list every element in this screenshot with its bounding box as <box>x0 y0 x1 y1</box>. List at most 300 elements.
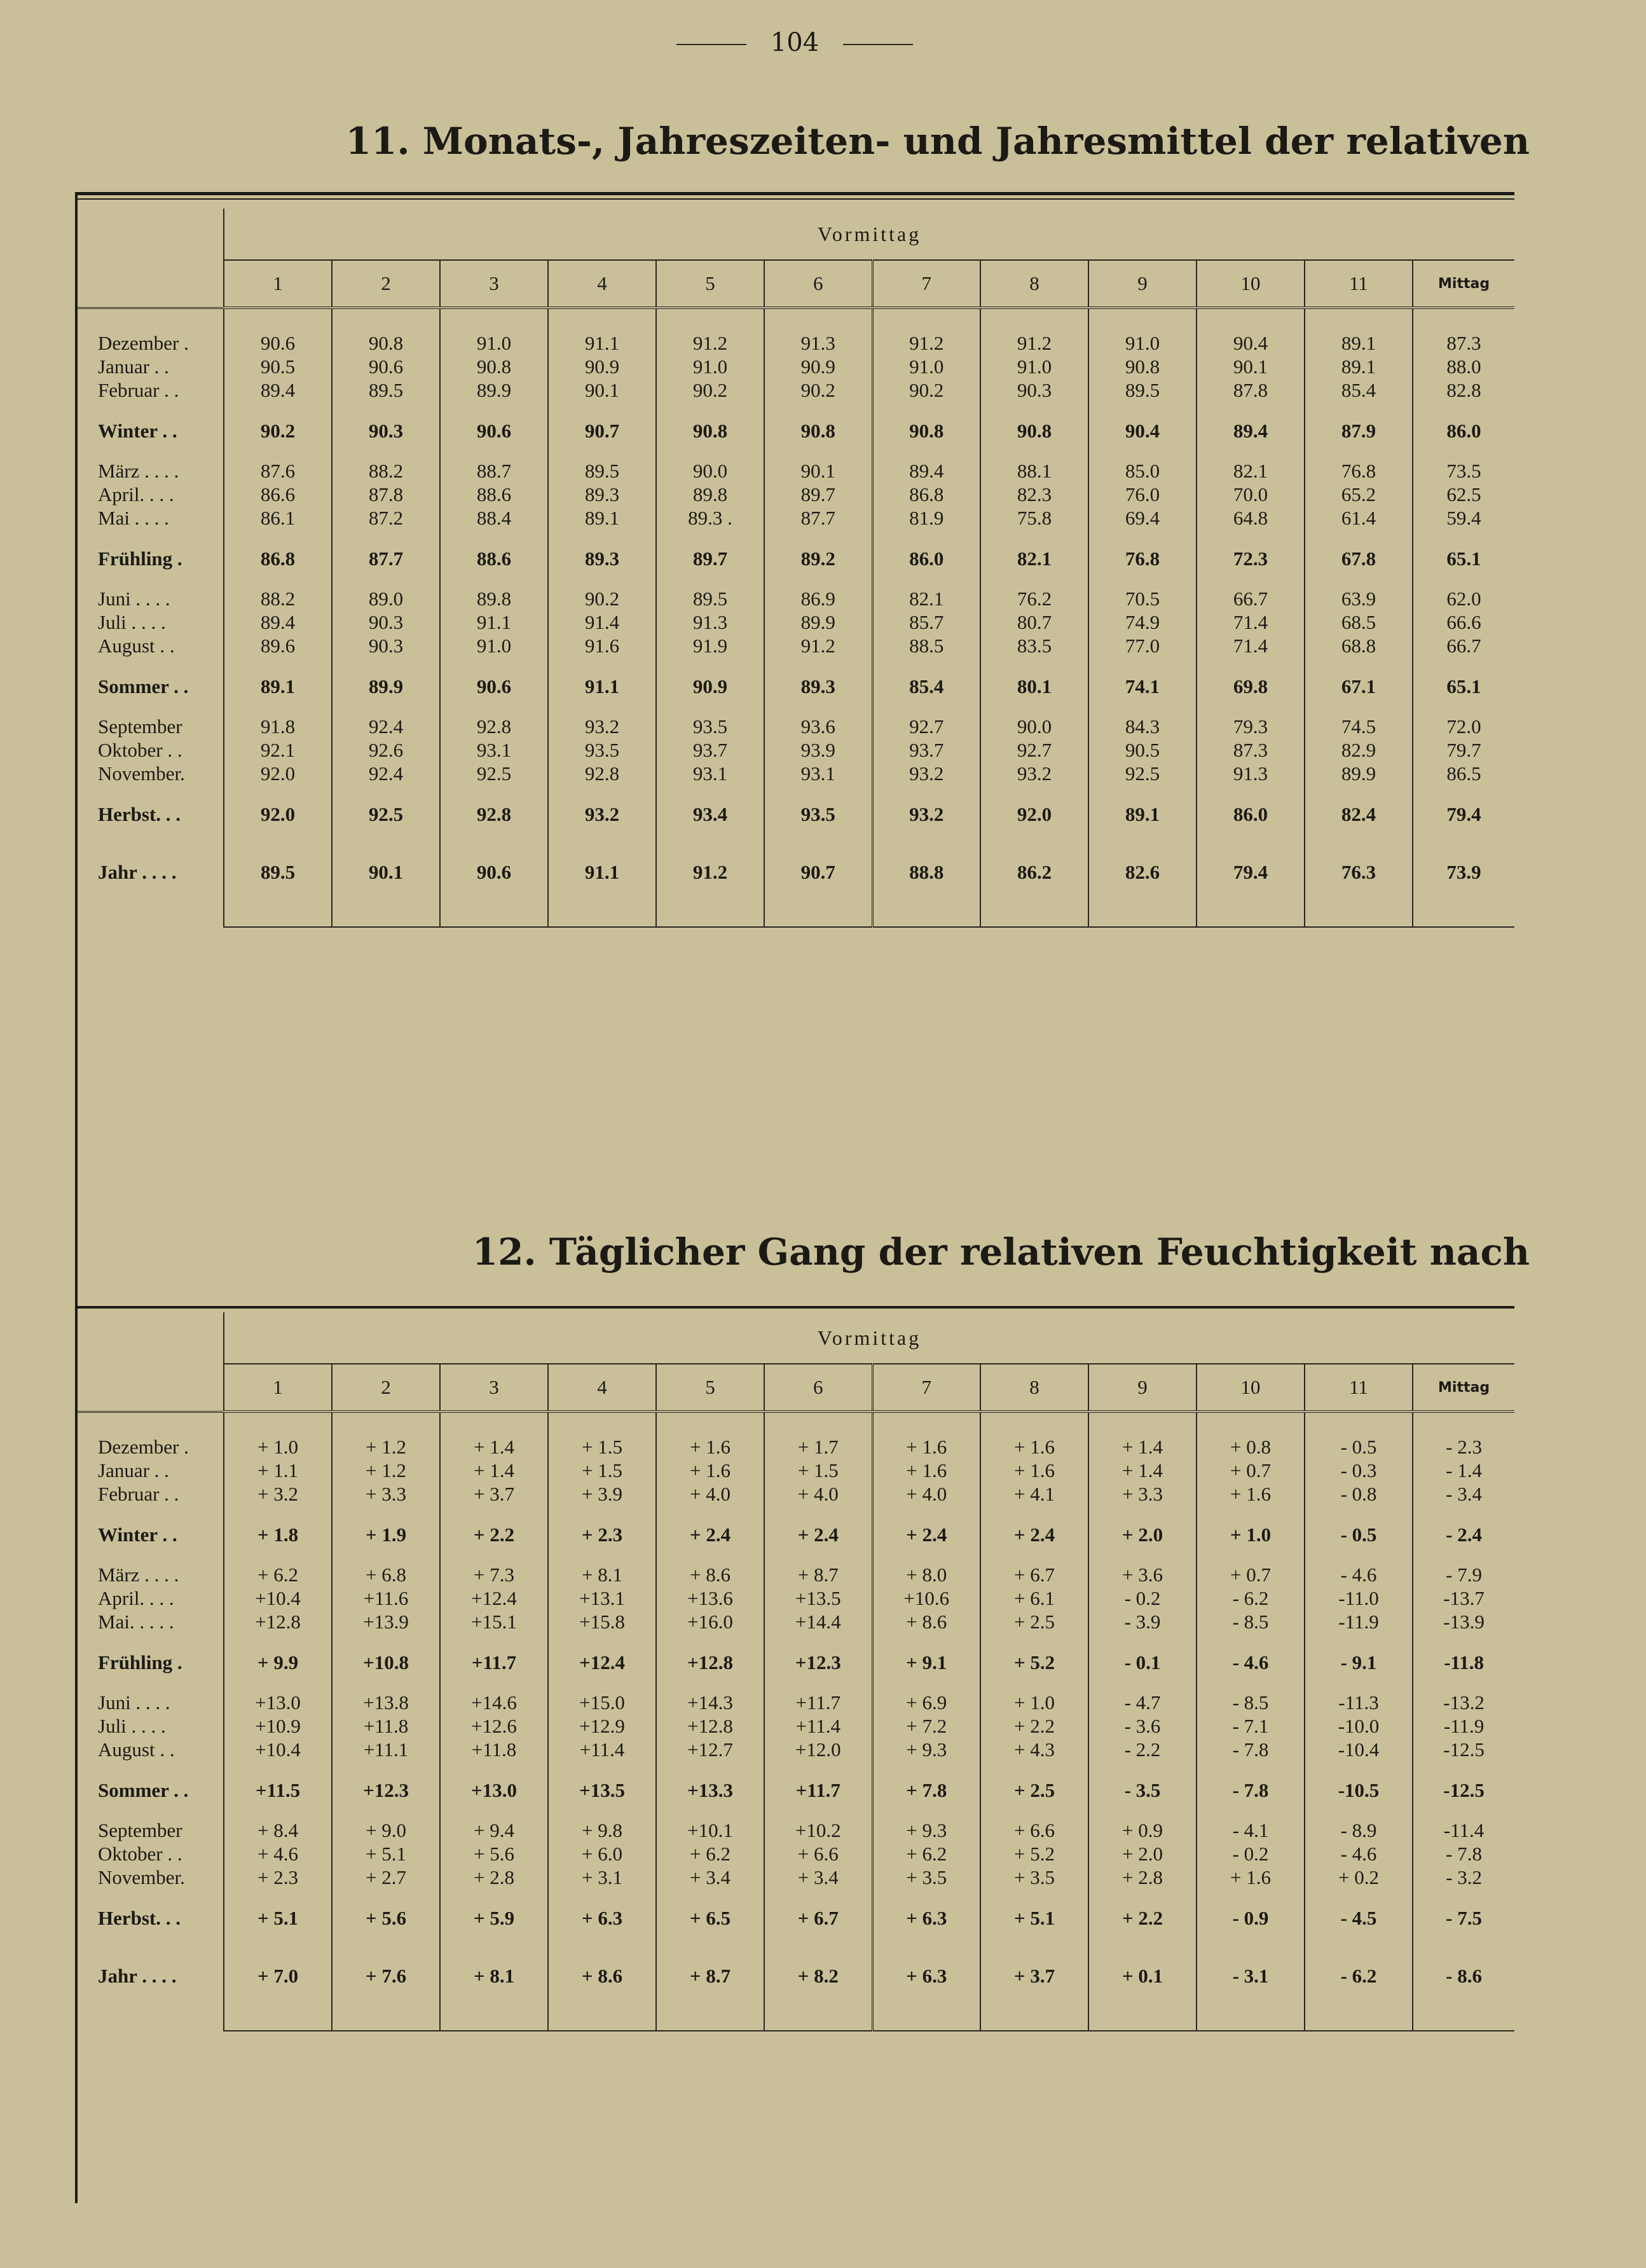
value-cell: 90.3 <box>980 378 1088 402</box>
spacer-cell <box>1305 1412 1413 1435</box>
value-cell: 88.6 <box>440 483 548 506</box>
value-cell: 82.3 <box>980 483 1088 506</box>
value-cell: 67.8 <box>1305 530 1413 587</box>
row-label: Juni . . . . <box>98 588 170 610</box>
value-cell: 92.4 <box>332 762 440 785</box>
value-cell: 79.3 <box>1197 715 1305 738</box>
value-cell: 82.1 <box>980 530 1088 587</box>
row-label: September <box>98 1819 182 1841</box>
month-row <box>78 1691 1514 1714</box>
value-cell: 90.3 <box>332 634 440 657</box>
spacer-cell <box>1197 308 1305 331</box>
value-cell: 69.4 <box>1088 506 1197 530</box>
value-cell: 86.8 <box>224 530 332 587</box>
value-cell: 84.3 <box>1088 715 1197 738</box>
month-row <box>78 378 1514 402</box>
value-cell: -12.5 <box>1413 1738 1514 1761</box>
value-cell: + 6.0 <box>548 1842 656 1866</box>
value-cell: 93.7 <box>872 738 980 762</box>
value-cell: -11.9 <box>1413 1714 1514 1738</box>
value-cell: 93.1 <box>440 738 548 762</box>
hour-header: 8 <box>980 260 1088 308</box>
value-cell: + 1.5 <box>548 1435 656 1459</box>
value-cell: + 0.9 <box>1088 1818 1197 1842</box>
value-cell: +11.8 <box>440 1738 548 1761</box>
value-cell: 65.2 <box>1305 483 1413 506</box>
spacer-cell <box>980 2005 1088 2031</box>
value-cell: - 8.9 <box>1305 1818 1413 1842</box>
value-cell: 91.2 <box>764 634 872 657</box>
value-cell: + 7.6 <box>332 1946 440 2005</box>
value-cell: 87.3 <box>1413 331 1514 355</box>
header-corner <box>78 209 224 308</box>
value-cell: 62.5 <box>1413 483 1514 506</box>
value-cell: +13.3 <box>656 1761 764 1818</box>
value-cell: 89.5 <box>224 842 332 901</box>
row-label: Februar . . <box>98 379 179 401</box>
value-cell: + 2.3 <box>224 1866 332 1889</box>
hour-header: 5 <box>656 1364 764 1412</box>
value-cell: 77.0 <box>1088 634 1197 657</box>
value-cell: + 3.9 <box>548 1482 656 1506</box>
value-cell: 90.8 <box>980 402 1088 459</box>
value-cell: +13.5 <box>548 1761 656 1818</box>
value-cell: 90.2 <box>548 587 656 610</box>
value-cell: + 1.4 <box>1088 1435 1197 1459</box>
row-label: Sommer . . <box>98 1778 189 1801</box>
group-header-row <box>78 1312 1514 1364</box>
value-cell: 82.1 <box>1197 459 1305 483</box>
value-cell: + 6.2 <box>872 1842 980 1866</box>
value-cell: +14.3 <box>656 1691 764 1714</box>
spacer-cell <box>1088 308 1197 331</box>
month-row <box>78 483 1514 506</box>
value-cell: + 9.1 <box>872 1633 980 1691</box>
value-cell: + 1.6 <box>980 1459 1088 1482</box>
value-cell: + 0.1 <box>1088 1946 1197 2005</box>
value-cell: 91.6 <box>548 634 656 657</box>
value-cell: - 0.3 <box>1305 1459 1413 1482</box>
value-cell: + 0.7 <box>1197 1563 1305 1586</box>
value-cell: - 8.5 <box>1197 1691 1305 1714</box>
value-cell: 86.6 <box>224 483 332 506</box>
value-cell: + 1.6 <box>656 1459 764 1482</box>
value-cell: 85.0 <box>1088 459 1197 483</box>
value-cell: 91.0 <box>1088 331 1197 355</box>
value-cell: 69.8 <box>1197 657 1305 715</box>
value-cell: 93.2 <box>980 762 1088 785</box>
value-cell: 89.4 <box>224 378 332 402</box>
value-cell: - 4.5 <box>1305 1889 1413 1946</box>
spacer-cell <box>872 2005 980 2031</box>
value-cell: 90.4 <box>1197 331 1305 355</box>
value-cell: 89.5 <box>656 587 764 610</box>
month-row <box>78 1610 1514 1633</box>
value-cell: 89.4 <box>224 610 332 634</box>
value-cell: 91.0 <box>440 634 548 657</box>
row-label: November. <box>98 1866 185 1888</box>
value-cell: 90.1 <box>1197 355 1305 378</box>
value-cell: 89.5 <box>332 378 440 402</box>
table1-title: 11. Monats-, Jahreszeiten- und Jahresmittel der relativen <box>345 120 1530 163</box>
value-cell: 92.0 <box>224 785 332 842</box>
value-cell: 80.1 <box>980 657 1088 715</box>
year-row <box>78 842 1514 901</box>
page-number-dash-right <box>843 44 913 45</box>
spacer-cell <box>764 2005 872 2031</box>
value-cell: + 6.6 <box>764 1842 872 1866</box>
value-cell: 63.9 <box>1305 587 1413 610</box>
value-cell: 89.1 <box>1305 355 1413 378</box>
value-cell: 91.1 <box>548 842 656 901</box>
page-number <box>0 28 1589 57</box>
value-cell: 88.4 <box>440 506 548 530</box>
spacer-cell <box>980 1412 1088 1435</box>
value-cell: + 6.9 <box>872 1691 980 1714</box>
spacer-cell <box>656 901 764 927</box>
value-cell: -10.5 <box>1305 1761 1413 1818</box>
value-cell: -11.9 <box>1305 1610 1413 1633</box>
month-row <box>78 1842 1514 1866</box>
value-cell: + 6.5 <box>656 1889 764 1946</box>
value-cell: 89.7 <box>656 530 764 587</box>
value-cell: + 4.1 <box>980 1482 1088 1506</box>
spacer-cell <box>1197 1412 1305 1435</box>
value-cell: 92.8 <box>440 785 548 842</box>
value-cell: 90.1 <box>332 842 440 901</box>
value-cell: 91.1 <box>548 331 656 355</box>
value-cell: - 4.1 <box>1197 1818 1305 1842</box>
hour-header: 11 <box>1305 260 1413 308</box>
value-cell: 62.0 <box>1413 587 1514 610</box>
value-cell: + 1.0 <box>224 1435 332 1459</box>
value-cell: - 0.2 <box>1088 1586 1197 1610</box>
row-label: Dezember . <box>98 1436 189 1458</box>
value-cell: + 9.9 <box>224 1633 332 1691</box>
value-cell: 87.8 <box>332 483 440 506</box>
value-cell: +13.5 <box>764 1586 872 1610</box>
value-cell: + 1.2 <box>332 1459 440 1482</box>
spacer-cell <box>656 1412 764 1435</box>
spacer-cell <box>1305 901 1413 927</box>
value-cell: 90.2 <box>764 378 872 402</box>
value-cell: -11.4 <box>1413 1818 1514 1842</box>
value-cell: +13.0 <box>440 1761 548 1818</box>
value-cell: 92.7 <box>980 738 1088 762</box>
spacer-cell <box>980 901 1088 927</box>
value-cell: + 2.3 <box>548 1506 656 1563</box>
spacer-cell <box>224 1412 332 1435</box>
value-cell: + 6.2 <box>224 1563 332 1586</box>
value-cell: 93.2 <box>548 715 656 738</box>
value-cell: + 3.3 <box>332 1482 440 1506</box>
value-cell: + 1.6 <box>980 1435 1088 1459</box>
spacer-cell <box>440 901 548 927</box>
value-cell: 90.9 <box>764 355 872 378</box>
value-cell: 91.8 <box>224 715 332 738</box>
value-cell: 91.2 <box>656 842 764 901</box>
month-row <box>78 715 1514 738</box>
vormittag-header: Vormittag <box>224 1312 1514 1364</box>
value-cell: + 8.6 <box>656 1563 764 1586</box>
hour-header: 5 <box>656 260 764 308</box>
value-cell: + 2.2 <box>1088 1889 1197 1946</box>
value-cell: - 9.1 <box>1305 1633 1413 1691</box>
value-cell: -10.0 <box>1305 1714 1413 1738</box>
value-cell: 81.9 <box>872 506 980 530</box>
row-label: August . . <box>98 1738 175 1761</box>
hour-header: 4 <box>548 1364 656 1412</box>
spacer-cell <box>548 1412 656 1435</box>
value-cell: 91.2 <box>656 331 764 355</box>
value-cell: + 9.0 <box>332 1818 440 1842</box>
value-cell: 87.7 <box>332 530 440 587</box>
value-cell: 90.2 <box>224 402 332 459</box>
value-cell: 85.4 <box>1305 378 1413 402</box>
value-cell: 68.8 <box>1305 634 1413 657</box>
value-cell: -11.3 <box>1305 1691 1413 1714</box>
value-cell: - 4.6 <box>1197 1633 1305 1691</box>
value-cell: 73.9 <box>1413 842 1514 901</box>
value-cell: 90.8 <box>332 331 440 355</box>
value-cell: - 2.3 <box>1413 1435 1514 1459</box>
value-cell: + 8.6 <box>872 1610 980 1633</box>
value-cell: + 2.4 <box>764 1506 872 1563</box>
spacer-cell <box>332 2005 440 2031</box>
value-cell: 90.8 <box>656 402 764 459</box>
month-row <box>78 331 1514 355</box>
mittag-header: Mittag <box>1413 1364 1514 1412</box>
value-cell: 71.4 <box>1197 634 1305 657</box>
value-cell: 93.5 <box>656 715 764 738</box>
value-cell: 88.1 <box>980 459 1088 483</box>
month-row <box>78 762 1514 785</box>
value-cell: 90.7 <box>764 842 872 901</box>
value-cell: + 2.4 <box>980 1506 1088 1563</box>
value-cell: + 6.6 <box>980 1818 1088 1842</box>
value-cell: 90.9 <box>656 657 764 715</box>
value-cell: + 3.2 <box>224 1482 332 1506</box>
value-cell: + 2.4 <box>656 1506 764 1563</box>
value-cell: + 3.4 <box>656 1866 764 1889</box>
value-cell: 88.7 <box>440 459 548 483</box>
value-cell: 79.4 <box>1197 842 1305 901</box>
spacer-cell <box>548 901 656 927</box>
value-cell: 93.5 <box>764 785 872 842</box>
value-cell: - 0.9 <box>1197 1889 1305 1946</box>
value-cell: + 3.3 <box>1088 1482 1197 1506</box>
value-cell: + 1.5 <box>764 1459 872 1482</box>
value-cell: + 6.7 <box>980 1563 1088 1586</box>
value-cell: +11.6 <box>332 1586 440 1610</box>
spacer-cell <box>872 1412 980 1435</box>
value-cell: +11.1 <box>332 1738 440 1761</box>
value-cell: -10.4 <box>1305 1738 1413 1761</box>
value-cell: - 7.8 <box>1197 1761 1305 1818</box>
value-cell: 92.1 <box>224 738 332 762</box>
spacer-cell <box>548 2005 656 2031</box>
month-row <box>78 587 1514 610</box>
value-cell: + 6.1 <box>980 1586 1088 1610</box>
spacer-cell <box>656 2005 764 2031</box>
row-label: Oktober . . <box>98 739 182 761</box>
value-cell: 89.6 <box>224 634 332 657</box>
value-cell: +11.4 <box>764 1714 872 1738</box>
value-cell: 89.3 . <box>656 506 764 530</box>
value-cell: +13.6 <box>656 1586 764 1610</box>
row-label: Frühling . <box>98 1651 182 1674</box>
value-cell: 90.6 <box>224 331 332 355</box>
header-corner <box>78 1312 224 1412</box>
value-cell: 89.3 <box>548 483 656 506</box>
value-cell: + 8.0 <box>872 1563 980 1586</box>
value-cell: + 1.6 <box>872 1459 980 1482</box>
value-cell: +13.8 <box>332 1691 440 1714</box>
season-summary-row <box>78 785 1514 842</box>
value-cell: + 2.5 <box>980 1610 1088 1633</box>
value-cell: + 2.0 <box>1088 1506 1197 1563</box>
value-cell: -13.2 <box>1413 1691 1514 1714</box>
value-cell: +12.7 <box>656 1738 764 1761</box>
season-summary-row <box>78 1761 1514 1818</box>
value-cell: 72.3 <box>1197 530 1305 587</box>
hour-header: 1 <box>224 1364 332 1412</box>
hour-header: 9 <box>1088 1364 1197 1412</box>
value-cell: + 7.8 <box>872 1761 980 1818</box>
value-cell: + 2.0 <box>1088 1842 1197 1866</box>
value-cell: 79.7 <box>1413 738 1514 762</box>
value-cell: 65.1 <box>1413 657 1514 715</box>
value-cell: 76.2 <box>980 587 1088 610</box>
value-cell: + 9.3 <box>872 1818 980 1842</box>
value-cell: 89.1 <box>1305 331 1413 355</box>
value-cell: + 1.0 <box>980 1691 1088 1714</box>
value-cell: + 9.4 <box>440 1818 548 1842</box>
row-label: Winter . . <box>98 419 177 442</box>
spacer-cell <box>1305 2005 1413 2031</box>
group-header-row <box>78 209 1514 260</box>
value-cell: - 3.1 <box>1197 1946 1305 2005</box>
value-cell: +12.9 <box>548 1714 656 1738</box>
table2-body <box>78 1412 1514 2031</box>
value-cell: + 1.1 <box>224 1459 332 1482</box>
value-cell: + 5.6 <box>332 1889 440 1946</box>
value-cell: 89.0 <box>332 587 440 610</box>
table1-header <box>78 209 1514 308</box>
row-label: Herbst. . . <box>98 802 181 825</box>
value-cell: - 2.2 <box>1088 1738 1197 1761</box>
spacer-cell <box>440 2005 548 2031</box>
value-cell: + 9.8 <box>548 1818 656 1842</box>
value-cell: 93.2 <box>872 785 980 842</box>
row-label: Mai . . . . <box>98 507 169 529</box>
value-cell: 88.2 <box>332 459 440 483</box>
value-cell: 91.0 <box>440 331 548 355</box>
value-cell: + 6.3 <box>872 1889 980 1946</box>
value-cell: + 6.8 <box>332 1563 440 1586</box>
value-cell: 89.5 <box>1088 378 1197 402</box>
value-cell: 89.2 <box>764 530 872 587</box>
value-cell: + 2.5 <box>980 1761 1088 1818</box>
value-cell: 91.4 <box>548 610 656 634</box>
value-cell: +10.4 <box>224 1586 332 1610</box>
value-cell: 90.2 <box>872 378 980 402</box>
value-cell: +12.3 <box>764 1633 872 1691</box>
value-cell: 91.3 <box>764 331 872 355</box>
value-cell: 87.6 <box>224 459 332 483</box>
value-cell: + 8.1 <box>548 1563 656 1586</box>
value-cell: 93.4 <box>656 785 764 842</box>
value-cell: +12.3 <box>332 1761 440 1818</box>
month-row <box>78 459 1514 483</box>
month-row <box>78 610 1514 634</box>
row-label: August . . <box>98 635 175 657</box>
month-row <box>78 1435 1514 1459</box>
value-cell: 74.9 <box>1088 610 1197 634</box>
month-row <box>78 1459 1514 1482</box>
value-cell: + 1.6 <box>872 1435 980 1459</box>
value-cell: 89.1 <box>548 506 656 530</box>
value-cell: 86.5 <box>1413 762 1514 785</box>
value-cell: + 7.2 <box>872 1714 980 1738</box>
value-cell: 88.8 <box>872 842 980 901</box>
value-cell: 89.9 <box>440 378 548 402</box>
month-row <box>78 1563 1514 1586</box>
hour-header: 2 <box>332 260 440 308</box>
value-cell: + 5.1 <box>980 1889 1088 1946</box>
value-cell: + 5.6 <box>440 1842 548 1866</box>
value-cell: + 3.7 <box>440 1482 548 1506</box>
vormittag-header: Vormittag <box>224 209 1514 260</box>
value-cell: 93.2 <box>872 762 980 785</box>
value-cell: 82.1 <box>872 587 980 610</box>
value-cell: 92.4 <box>332 715 440 738</box>
hour-header: 11 <box>1305 1364 1413 1412</box>
row-label: Winter . . <box>98 1523 177 1546</box>
value-cell: - 0.5 <box>1305 1506 1413 1563</box>
value-cell: 73.5 <box>1413 459 1514 483</box>
month-row <box>78 1586 1514 1610</box>
value-cell: +12.6 <box>440 1714 548 1738</box>
value-cell: 90.3 <box>332 610 440 634</box>
value-cell: +11.7 <box>440 1633 548 1691</box>
value-cell: 91.0 <box>656 355 764 378</box>
value-cell: 90.1 <box>764 459 872 483</box>
spacer-cell <box>1413 901 1514 927</box>
value-cell: 91.3 <box>1197 762 1305 785</box>
value-cell: - 7.1 <box>1197 1714 1305 1738</box>
value-cell: 89.5 <box>548 459 656 483</box>
value-cell: 91.1 <box>440 610 548 634</box>
value-cell: + 4.3 <box>980 1738 1088 1761</box>
value-cell: 90.0 <box>980 715 1088 738</box>
value-cell: 64.8 <box>1197 506 1305 530</box>
value-cell: 82.6 <box>1088 842 1197 901</box>
value-cell: - 3.4 <box>1413 1482 1514 1506</box>
value-cell: 88.5 <box>872 634 980 657</box>
value-cell: + 8.1 <box>440 1946 548 2005</box>
value-cell: 86.2 <box>980 842 1088 901</box>
value-cell: 93.1 <box>656 762 764 785</box>
year-row <box>78 1946 1514 2005</box>
value-cell: + 2.8 <box>440 1866 548 1889</box>
value-cell: +14.4 <box>764 1610 872 1633</box>
value-cell: 74.1 <box>1088 657 1197 715</box>
value-cell: 74.5 <box>1305 715 1413 738</box>
month-row <box>78 738 1514 762</box>
month-row <box>78 506 1514 530</box>
value-cell: 86.8 <box>872 483 980 506</box>
